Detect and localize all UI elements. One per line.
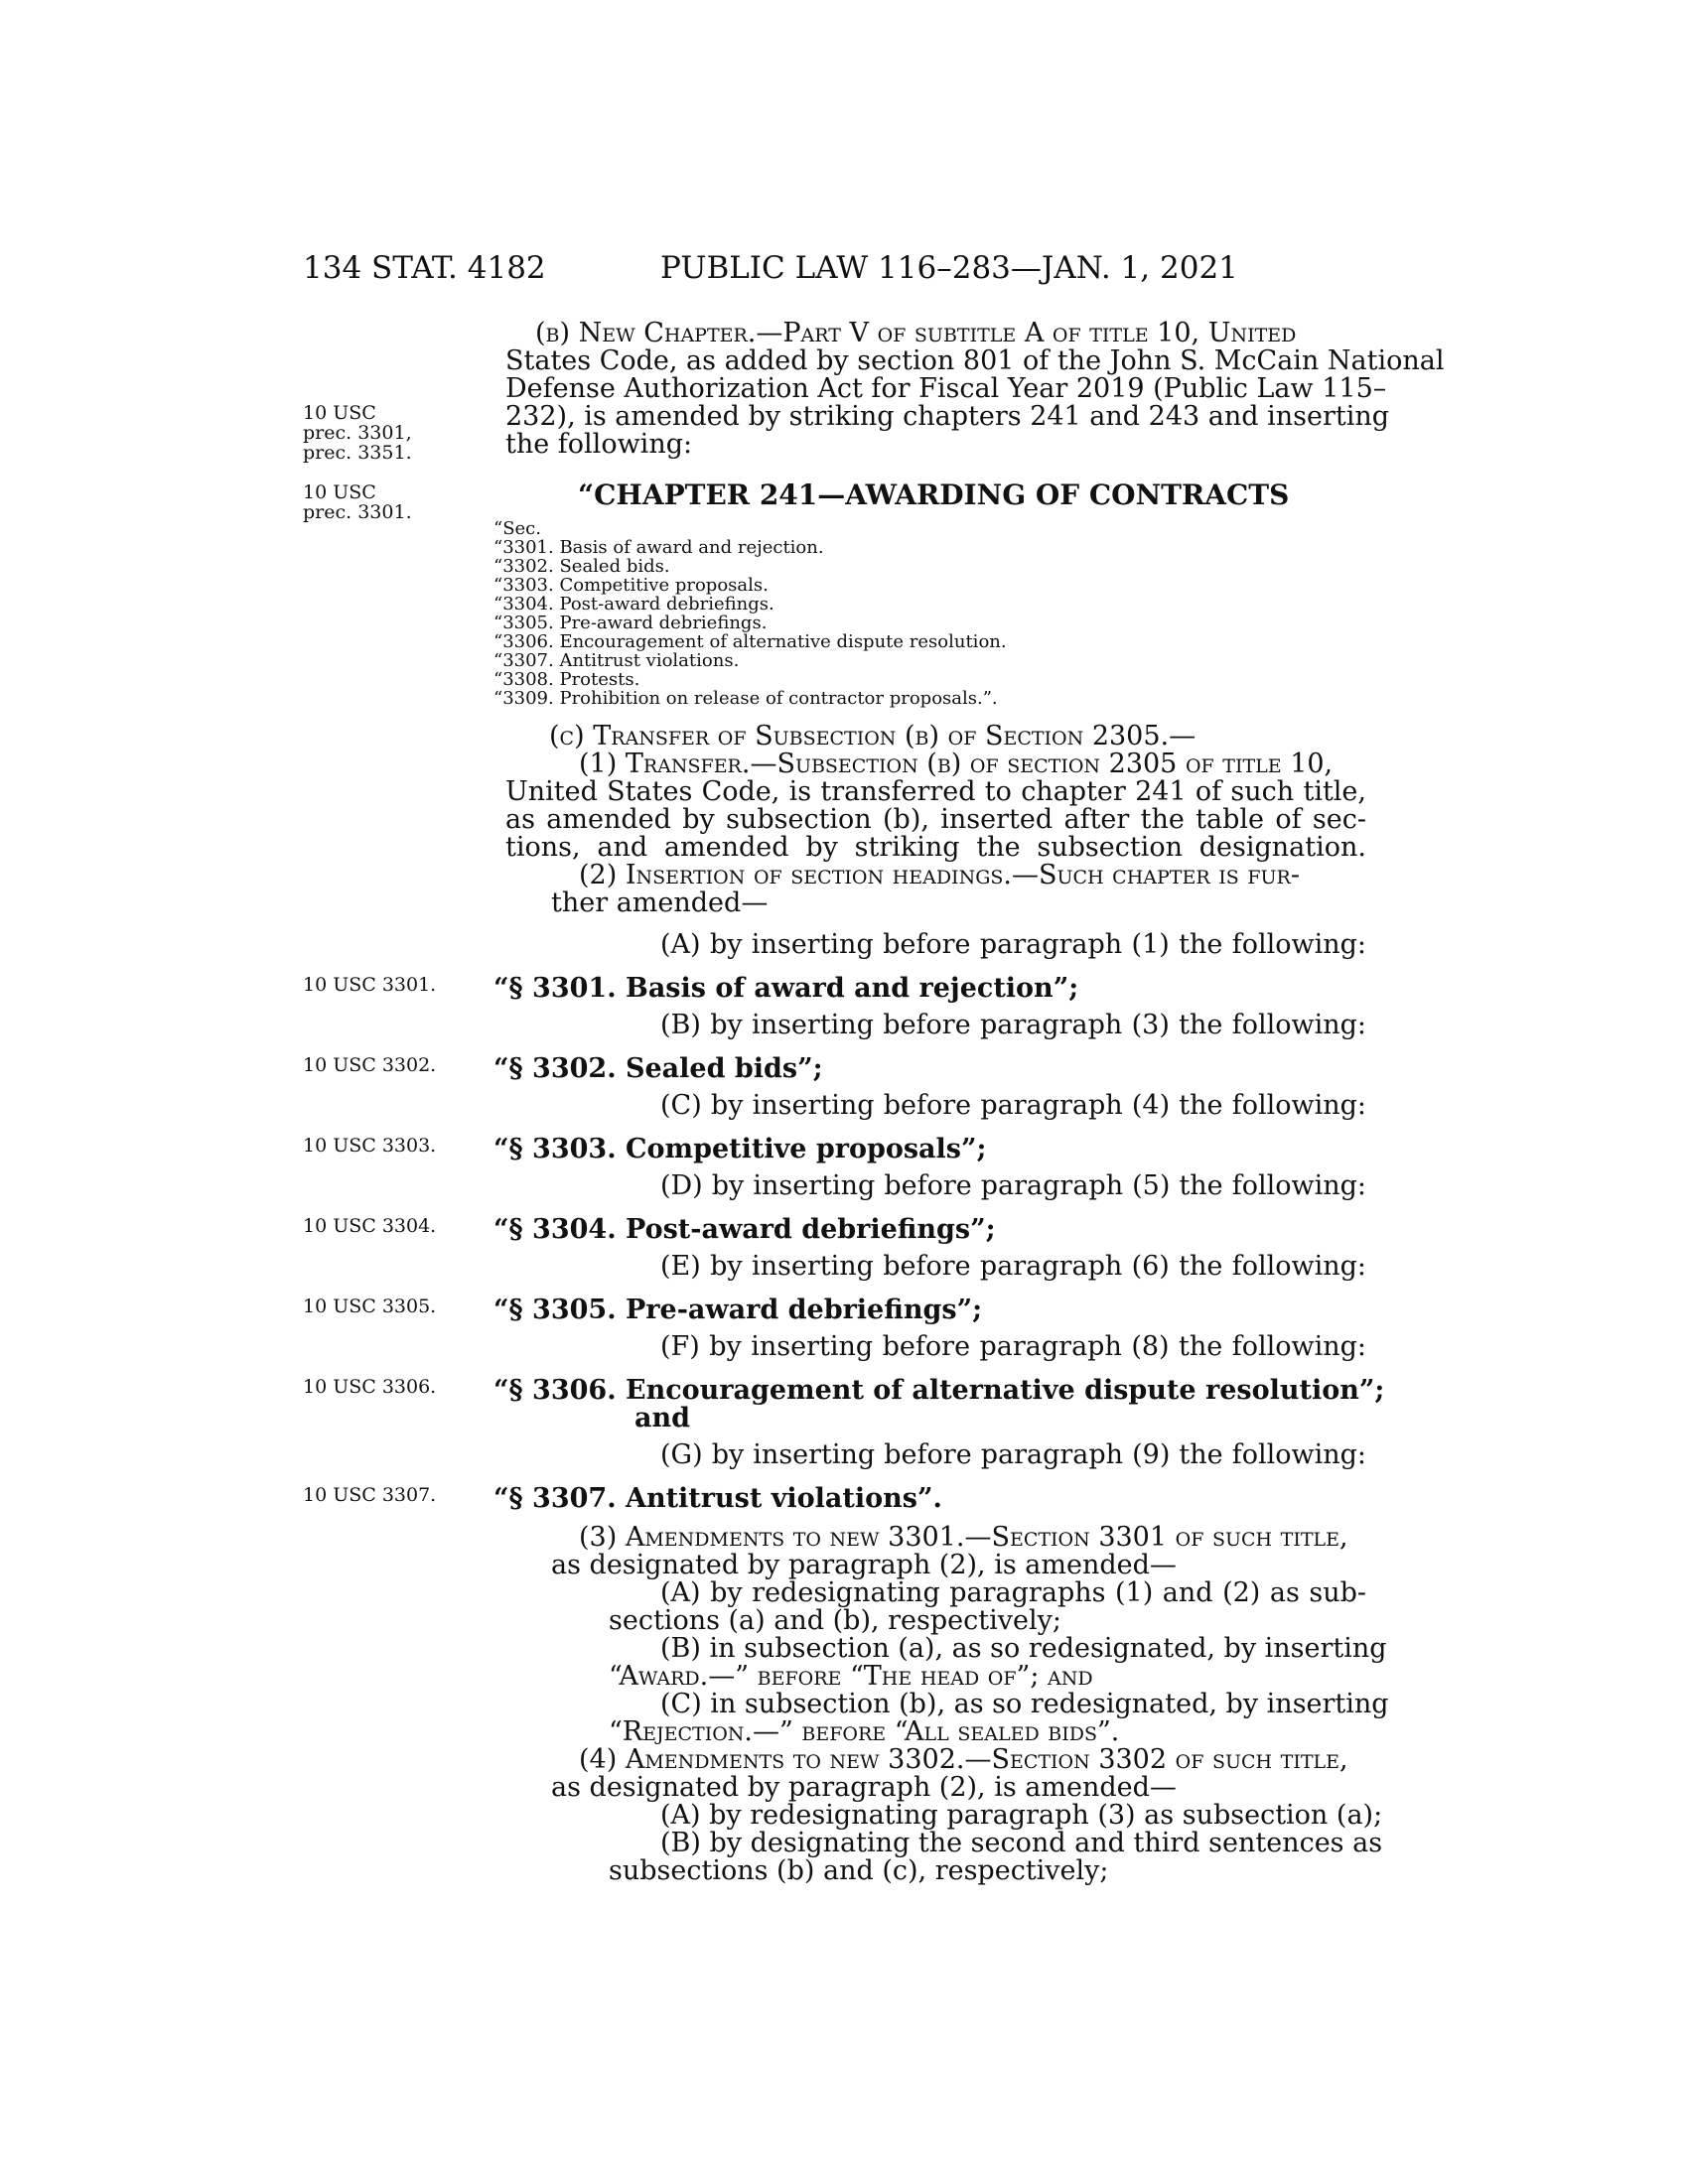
margin-note: 10 USC 3305.	[303, 1296, 437, 1317]
section-heading: “§ 3304. Post-award debriefings”;	[493, 1214, 996, 1245]
margin-note: 10 USC 3306.	[303, 1376, 437, 1398]
insertion-clause: (G) by inserting before paragraph (9) the following:	[660, 1439, 1366, 1470]
toc-line: “3306. Encouragement of alternative dispute resolution.	[493, 631, 1007, 652]
para-3-line: sections (a) and (b), respectively;	[609, 1605, 1061, 1636]
para-4-line: (4) Amendments to new 3302.—Section 3302 of such title,	[579, 1744, 1348, 1775]
para-b-line: States Code, as added by section 801 of the John S. McCain National	[505, 345, 1445, 376]
para-3-line: (A) by redesignating paragraphs (1) and (2) as sub-	[660, 1577, 1366, 1608]
insertion-clause: (A) by inserting before paragraph (1) the following:	[660, 929, 1366, 960]
para-4-line: (B) by designating the second and third sentences as	[660, 1828, 1383, 1858]
para-c-line: (1) Transfer.—Subsection (b) of section 2305 of title 10,	[579, 749, 1334, 779]
section-heading-continuation: and	[634, 1403, 691, 1433]
para-4-line: subsections (b) and (c), respectively;	[609, 1855, 1109, 1886]
section-heading: “§ 3306. Encouragement of alternative dispute resolution”;	[493, 1375, 1385, 1406]
para-c-line: (c) Transfer of Subsection (b) of Section 2305.—	[549, 721, 1196, 751]
insertion-clause: (F) by inserting before paragraph (8) the following:	[660, 1331, 1366, 1362]
toc-line: “Sec.	[493, 518, 541, 539]
para-4-line: as designated by paragraph (2), is amended—	[551, 1772, 1177, 1803]
margin-note: 10 USC 3307.	[303, 1484, 437, 1506]
section-heading: “§ 3307. Antitrust violations”.	[493, 1483, 942, 1514]
para-3-line: “Rejection.—” before “All sealed bids”.	[609, 1716, 1120, 1747]
section-heading: “§ 3301. Basis of award and rejection”;	[493, 973, 1079, 1004]
margin-note: 10 USC 3302.	[303, 1054, 437, 1076]
toc-line: “3302. Sealed bids.	[493, 556, 670, 577]
toc-line: “3305. Pre-award debriefings.	[493, 613, 768, 633]
margin-note: 10 USC 3301.	[303, 974, 437, 996]
para-c-line: United States Code, is transferred to chapter 241 of such title,	[505, 776, 1366, 807]
para-b-line: Defense Authorization Act for Fiscal Year 2019 (Public Law 115–	[505, 373, 1387, 404]
section-heading: “§ 3302. Sealed bids”;	[493, 1053, 823, 1084]
para-b-line: 232), is amended by striking chapters 241 and 243 and inserting	[505, 401, 1390, 432]
stat-page-number: 134 STAT. 4182	[303, 250, 546, 286]
margin-note: 10 USC 3304.	[303, 1215, 437, 1237]
toc-line: “3304. Post-award debriefings.	[493, 594, 774, 614]
para-3-line: (3) Amendments to new 3301.—Section 3301 of such title,	[579, 1522, 1348, 1553]
section-heading: “§ 3303. Competitive proposals”;	[493, 1134, 987, 1164]
running-title: PUBLIC LAW 116–283—JAN. 1, 2021	[660, 250, 1238, 286]
para-c-line: as amended by subsection (b), inserted after the table of sec-	[505, 804, 1366, 835]
section-heading: “§ 3305. Pre-award debriefings”;	[493, 1295, 983, 1325]
para-4-line: (A) by redesignating paragraph (3) as subsection (a);	[660, 1800, 1383, 1831]
toc-line: “3303. Competitive proposals.	[493, 575, 769, 596]
para-3-line: (B) in subsection (a), as so redesignated, by inserting	[660, 1633, 1387, 1664]
para-3-line: (C) in subsection (b), as so redesignated, by inserting	[660, 1689, 1389, 1719]
para-3-line: “Award.—” before “The head of”; and	[609, 1661, 1093, 1692]
margin-note: 10 USC prec. 3301, prec. 3351.	[303, 402, 412, 464]
para-3-line: as designated by paragraph (2), is amended—	[551, 1550, 1177, 1580]
para-c-line: (2) Insertion of section headings.—Such chapter is fur-	[579, 860, 1300, 890]
para-c-line: ther amended—	[551, 887, 769, 918]
toc-line: “3301. Basis of award and rejection.	[493, 537, 824, 558]
insertion-clause: (C) by inserting before paragraph (4) the following:	[660, 1090, 1366, 1121]
toc-line: “3307. Antitrust violations.	[493, 650, 740, 671]
insertion-clause: (B) by inserting before paragraph (3) the following:	[660, 1010, 1366, 1040]
margin-note: 10 USC prec. 3301.	[303, 481, 412, 523]
para-b-line: (b) New Chapter.—Part V of subtitle A of title 10, United	[535, 318, 1297, 348]
toc-line: “3308. Protests.	[493, 669, 640, 690]
margin-note: 10 USC 3303.	[303, 1135, 437, 1157]
toc-line: “3309. Prohibition on release of contractor proposals.”.	[493, 688, 998, 709]
insertion-clause: (D) by inserting before paragraph (5) the following:	[660, 1170, 1366, 1201]
para-b-line: the following:	[505, 429, 693, 460]
para-c-line: tions, and amended by striking the subsection designation.	[505, 832, 1366, 863]
chapter-heading: “CHAPTER 241—AWARDING OF CONTRACTS	[578, 478, 1290, 511]
insertion-clause: (E) by inserting before paragraph (6) the following:	[660, 1251, 1366, 1282]
